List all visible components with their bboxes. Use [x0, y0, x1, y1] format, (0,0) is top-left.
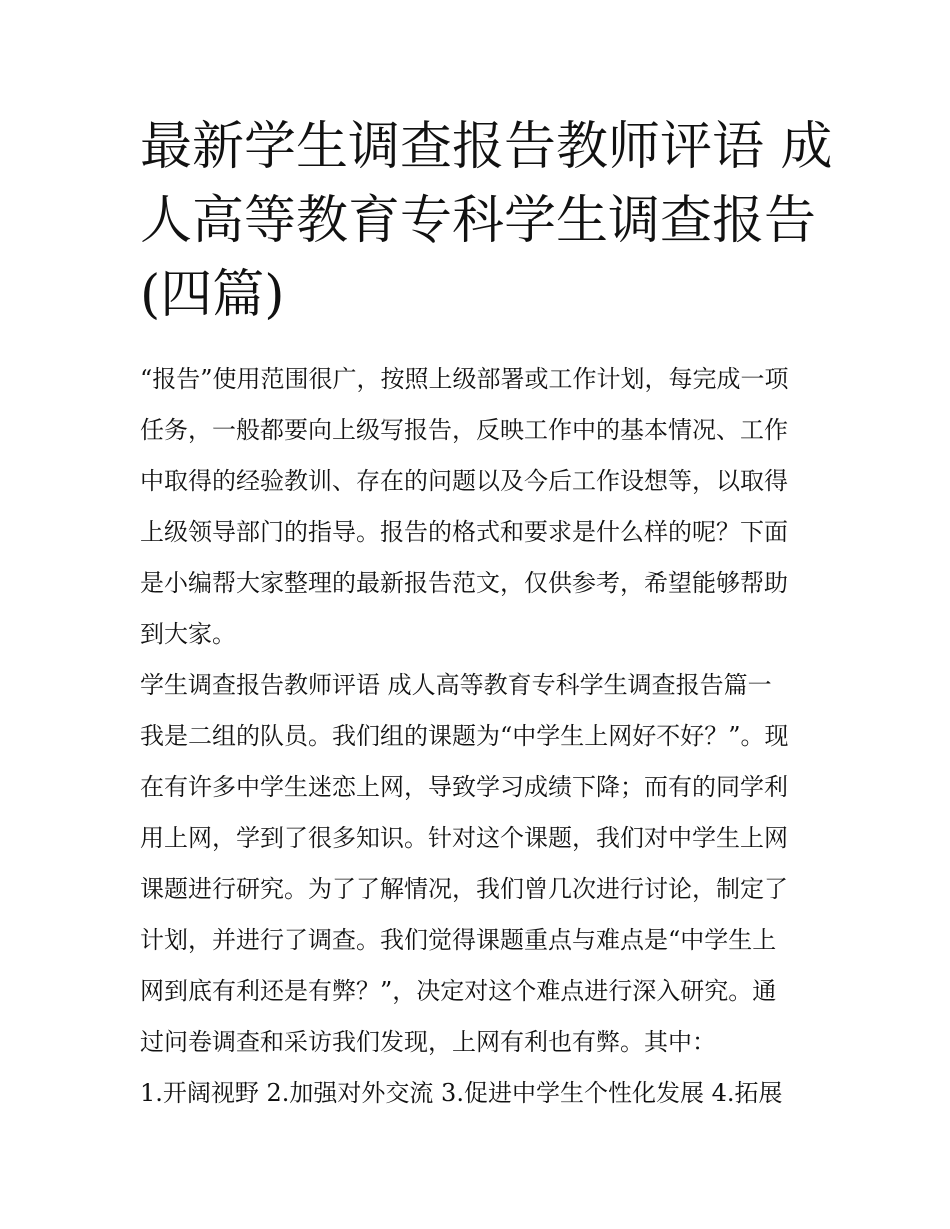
- body-line: 在有许多中学生迷恋上网，导致学习成绩下降；而有的同学利: [140, 773, 788, 801]
- section-heading: 学生调查报告教师评语 成人高等教育专科学生调查报告篇一: [140, 671, 772, 699]
- document-body: [140, 354, 820, 1119]
- body-line: 任务，一般都要向上级写报告，反映工作中的基本情况、工作: [140, 416, 788, 444]
- body-line: “报告”使用范围很广，按照上级部署或工作计划，每完成一项: [140, 365, 789, 393]
- numbered-list-line: 1.开阔视野 2.加强对外交流 3.促进中学生个性化发展 4.拓展: [140, 1079, 783, 1107]
- body-line: 计划，并进行了调查。我们觉得课题重点与难点是“中学生上: [140, 926, 777, 954]
- body-line: 中取得的经验教训、存在的问题以及今后工作设想等，以取得: [140, 467, 788, 495]
- body-line: 是小编帮大家整理的最新报告范文，仅供参考，希望能够帮助: [140, 569, 788, 597]
- body-line: 上级领导部门的指导。报告的格式和要求是什么样的呢？下面: [140, 518, 788, 546]
- title-line: 人高等教育专科学生调查报告: [140, 191, 817, 251]
- body-line: 我是二组的队员。我们组的课题为“中学生上网好不好？”。现: [140, 722, 789, 750]
- title-line: (四篇): [140, 265, 285, 325]
- body-line: 课题进行研究。为了了解情况，我们曾几次进行讨论，制定了: [140, 875, 788, 903]
- body-line: 用上网，学到了很多知识。针对这个课题，我们对中学生上网: [140, 824, 788, 852]
- body-line: 过问卷调查和采访我们发现，上网有利也有弊。其中：: [140, 1028, 716, 1056]
- body-line: 网到底有利还是有弊？”，决定对这个难点进行深入研究。通: [140, 977, 777, 1005]
- title-line: 最新学生调查报告教师评语 成: [140, 117, 833, 177]
- body-line: 到大家。: [140, 620, 236, 648]
- document-title: [140, 110, 833, 332]
